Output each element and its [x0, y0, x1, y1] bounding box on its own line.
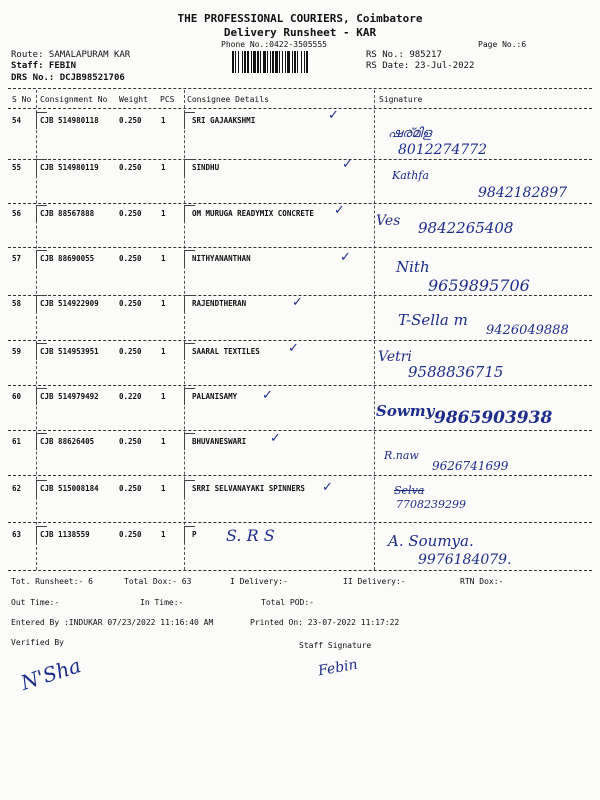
row-consignment: CJB 1138559 [40, 530, 90, 539]
row-sno: 58 [12, 299, 22, 308]
row-annotation: S. R S [226, 526, 275, 545]
company-title: THE PROFESSIONAL COURIERS, Coimbatore [177, 12, 423, 25]
row-signature-name: R.naw [384, 449, 419, 462]
row-pcs: 1 [161, 530, 166, 539]
row-weight: 0.250 [119, 116, 142, 125]
page-number: Page No.:6 [478, 40, 527, 49]
row-sno: 57 [12, 254, 22, 263]
row-signature-phone: 9659895706 [428, 276, 530, 295]
row-signature-phone: 8012274772 [398, 142, 488, 158]
col-pcs: PCS [160, 95, 175, 104]
row-pcs: 1 [161, 484, 166, 493]
row-weight: 0.220 [119, 392, 142, 401]
col-sno: S No [12, 95, 32, 104]
row-weight: 0.250 [119, 299, 142, 308]
drs-number: DRS No.: DCJB98521706 [11, 73, 125, 83]
row-pcs: 1 [161, 209, 166, 218]
row-sno: 62 [12, 484, 22, 493]
table-row [0, 203, 600, 255]
row-rule [8, 340, 592, 341]
row-weight: 0.250 [119, 530, 142, 539]
col-consignment: Consignment No [40, 95, 108, 104]
runsheet-subtitle: Delivery Runsheet - KAR [223, 26, 377, 39]
row-consignment: CJB 514979492 [40, 392, 99, 401]
row-signature-name: ഷര്മിള [388, 126, 432, 141]
row-consignee: P [192, 530, 197, 539]
row-rule [8, 247, 592, 248]
row-signature-phone: 9626741699 [432, 459, 509, 473]
verified-by-label: Verified By [11, 638, 64, 647]
row-pcs: 1 [161, 437, 166, 446]
check-mark-icon: ✓ [292, 295, 303, 310]
row-sno: 60 [12, 392, 22, 401]
row-rule [8, 475, 592, 476]
row-consignee: PALANISAMY [192, 392, 238, 401]
row-signature-name: A. Soumya. [388, 532, 474, 550]
check-mark-icon: ✓ [322, 480, 333, 495]
table-row [0, 341, 600, 393]
row-weight: 0.250 [119, 437, 142, 446]
row-weight: 0.250 [119, 254, 142, 263]
row-sno: 63 [12, 530, 22, 539]
staff: Staff: FEBIN [11, 61, 77, 71]
table-top-rule [8, 88, 592, 89]
row-signature-phone: 9426049888 [486, 323, 569, 338]
row-signature-phone: 9588836715 [408, 363, 504, 381]
row-consignee: OM MURUGA READYMIX CONCRETE [192, 209, 314, 218]
row-consignment: CJB 514922909 [40, 299, 99, 308]
entered-by: Entered By :INDUKAR 07/23/2022 11:16:40 AM [11, 618, 214, 627]
rs-date: RS Date: 23-Jul-2022 [366, 61, 475, 71]
check-mark-icon: ✓ [340, 250, 351, 265]
table-row [0, 388, 600, 438]
barcode-image [232, 51, 360, 73]
row-weight: 0.250 [119, 484, 142, 493]
table-row [0, 431, 600, 483]
row-signature-name: T-Sella m [398, 311, 468, 329]
col-consignee: Consignee Details [187, 95, 269, 104]
table-row [0, 295, 600, 345]
row-consignee: BHUVANESWARI [192, 437, 247, 446]
row-pcs: 1 [161, 347, 166, 356]
row-consignee: SINDHU [192, 163, 220, 172]
staff-handwritten-signature: Febin [316, 656, 359, 680]
row-consignee: SRI GAJAAKSHMI [192, 116, 256, 125]
check-mark-icon: ✓ [334, 203, 345, 218]
row-consignment: CJB 514953951 [40, 347, 99, 356]
row-pcs: 1 [161, 392, 166, 401]
table-row [0, 250, 600, 300]
total-dox: Total Dox:- 63 [124, 577, 192, 586]
in-time: In Time:- [140, 598, 184, 607]
row-signature-phone: 9976184079. [418, 552, 512, 568]
row-signature-name: Vetri [378, 349, 412, 365]
row-consignment: CJB 514980119 [40, 163, 99, 172]
table-bottom-rule [8, 570, 592, 571]
check-mark-icon: ✓ [328, 108, 339, 123]
ii-delivery: II Delivery:- [343, 577, 406, 586]
total-pod: Total POD:- [261, 598, 314, 607]
row-pcs: 1 [161, 163, 166, 172]
route: Route: SAMALAPURAM KAR [11, 50, 131, 60]
row-consignment: CJB 88626405 [40, 437, 95, 446]
row-signature-name: Sowmy [376, 402, 435, 420]
row-rule [8, 430, 592, 431]
row-rule [8, 385, 592, 386]
row-sno: 59 [12, 347, 22, 356]
table-header-rule [8, 108, 592, 109]
row-signature-name: Selva [394, 484, 425, 497]
rs-number: RS No.: 985217 [366, 50, 442, 60]
row-signature-name: Nith [396, 258, 430, 276]
table-row [0, 480, 600, 530]
row-weight: 0.250 [119, 347, 142, 356]
row-consignment: CJB 88567888 [40, 209, 95, 218]
row-pcs: 1 [161, 299, 166, 308]
row-sno: 56 [12, 209, 22, 218]
row-weight: 0.250 [119, 209, 142, 218]
i-delivery: I Delivery:- [230, 577, 288, 586]
check-mark-icon: ✓ [262, 388, 273, 403]
row-pcs: 1 [161, 254, 166, 263]
row-rule [8, 522, 592, 523]
total-runsheet: Tot. Runsheet:- 6 [11, 577, 93, 586]
check-mark-icon: ✓ [342, 157, 353, 172]
row-rule [8, 203, 592, 204]
check-mark-icon: ✓ [288, 341, 299, 356]
rtn-dox: RTN Dox:- [460, 577, 504, 586]
row-consignee: NITHYANANTHAN [192, 254, 251, 263]
row-sno: 55 [12, 163, 22, 172]
row-sno: 54 [12, 116, 22, 125]
row-consignee: SAARAL TEXTILES [192, 347, 260, 356]
row-pcs: 1 [161, 116, 166, 125]
row-signature-phone: 9842182897 [478, 185, 568, 201]
row-sno: 61 [12, 437, 22, 446]
row-rule [8, 159, 592, 160]
check-mark-icon: ✓ [270, 431, 281, 446]
printed-on: Printed On: 23-07-2022 11:17:22 [250, 618, 400, 627]
table-row [0, 108, 600, 162]
staff-signature-label: Staff Signature [299, 641, 372, 650]
col-weight: Weight [119, 95, 148, 104]
row-weight: 0.250 [119, 163, 142, 172]
row-consignment: CJB 515008184 [40, 484, 99, 493]
row-consignee: RAJENDTHERAN [192, 299, 247, 308]
row-signature-name: Ves [376, 213, 401, 229]
row-signature-phone: 9842265408 [418, 219, 514, 237]
col-signature: Signature [379, 95, 423, 104]
out-time: Out Time:- [11, 598, 60, 607]
row-signature-phone: 7708239299 [396, 498, 466, 511]
row-signature-name: Kathfa [392, 169, 429, 182]
row-consignment: CJB 88690055 [40, 254, 95, 263]
row-consignment: CJB 514980118 [40, 116, 99, 125]
verified-signature: N'Sha [17, 653, 84, 695]
phone-number: Phone No.:0422-3505555 [221, 40, 327, 49]
row-signature-phone: 9865903938 [434, 408, 553, 428]
row-consignee: SRRI SELVANAYAKI SPINNERS [192, 484, 305, 493]
